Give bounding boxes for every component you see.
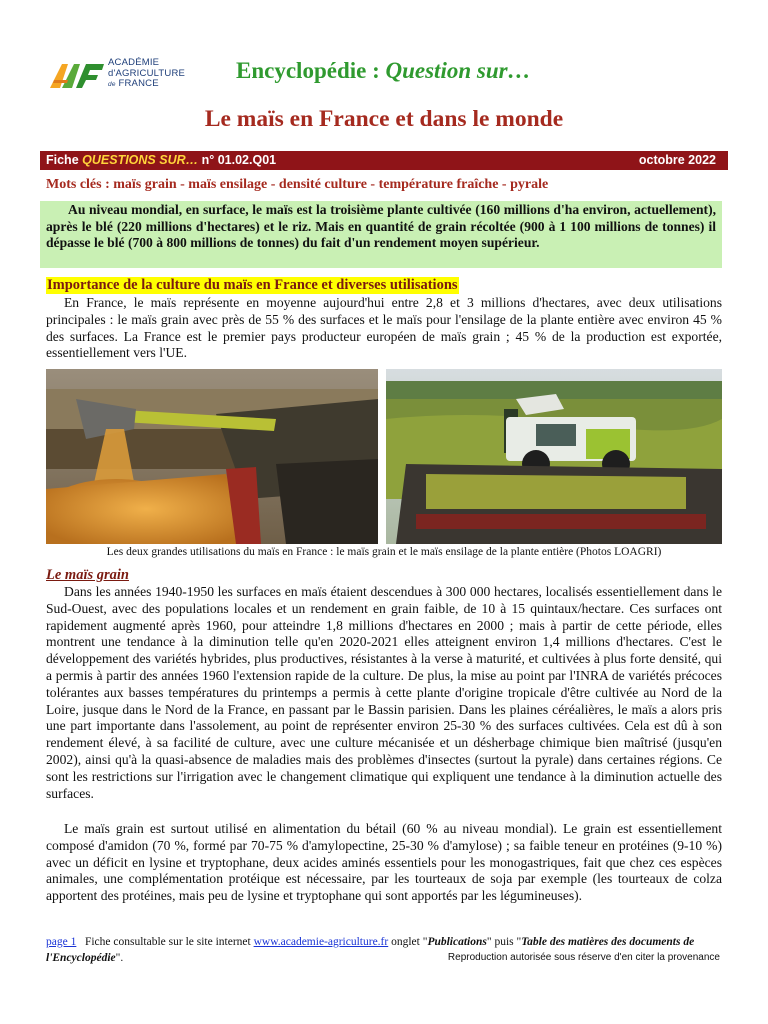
footer-table-title: Table des matières des documents de l'Encyclopédie: [46, 936, 695, 964]
footer: [46, 934, 722, 966]
logo-line-3-main: FRANCE: [118, 78, 159, 89]
logo-text: [108, 58, 185, 91]
site-link[interactable]: www.academie-agriculture.fr: [253, 936, 389, 948]
page-title: Le maïs en France et dans le monde: [204, 106, 564, 132]
fiche-bar: [40, 151, 728, 170]
section-mais-grain-paragraph-2: Le maïs grain est surtout utilisé en alimentation du bétail (60 % au niveau mondial). Le grain est essentiellement composé d'amidon (70 %, formé par 70-75 % d'amylopectine, 25-30 % d'amylose) ; sa faible teneur en protéines (9-10 %) avec un déficit en lysine et tryptophane, deux acides aminés essentiels pour les monogastriques, fait que chez ces espèces animales, une complémentation protéique est nécessaire, par les tourteaux de soja par exemple (les tourteaux de colza apportent des protéines, mais peu de lysine et tryptophane qui sont apportés par les légumineuses).: [46, 821, 722, 904]
grain-harvest-image: [46, 369, 378, 544]
question-sur-label: Question sur…: [385, 58, 531, 83]
section-mais-grain-paragraph-1: Dans les années 1940-1950 les surfaces en maïs étaient descendues à 300 000 hectares, localisés essentiellement dans le Sud-Ouest, avec des populations locales et un rendement en grain faible, de 10 à 15 quintaux/hectare. Ces surfaces ont rapidement augmenté après 1960, pour atteindre 1,8 millions d'hectares en 2000 ; mais à partir de cette période, elles montrent une tendance à la diminution telle qu'en 2020-2021 elles atteignent environ 1,4 millions d'hectares. C'est le développement des variétés hybrides, plus productives, résistantes à la verse à maturité, et cultivées à plus forte densité, qui a permis à partir des années 1960 l'extension rapide de la culture. De plus, la mise au point par l'INRA de variétés précoces tolérantes aux basses températures du printemps a permis à cette plante d'origine tropicale d'être cultivée au Nord de la Loire, jusque dans le Nord de la France, en passant par le Bassin parisien. Dans les plaines céréalières, le maïs a alors pris une part importante dans l'assolement, au point de représenter environ 25-30 % des surfaces cultivées. Cela est dû à son rendement élevé, à sa facilité de culture, avec une culture mécanisée et un désherbage chimique bien maîtrisé (jusqu'en 2002), ainsi qu'à la quasi-absence de maladies mais des problèmes d'insectes (surtout la pyrale) dans certaines régions. Ce sont les restrictions sur l'irrigation avec le changement climatique qui expliquent une tendance à la diminution actuelle des surfaces.: [46, 584, 722, 801]
photo-mais-grain: [46, 369, 378, 544]
fiche-number: n° 01.02.Q01: [201, 153, 277, 167]
footer-publications: Publications: [427, 936, 487, 948]
section-importance-paragraph: En France, le maïs représente en moyenne aujourd'hui entre 2,8 et 3 millions d'hectares, avec deux utilisations principales : le maïs grain avec près de 55 % des surfaces et le maïs pour l'ensilage de la plante entière avec environ 45 % des surfaces. La France est le premier pays producteur européen de maïs grain ; 45 % de la production est exportée, essentiellement vers l'UE.: [46, 295, 722, 361]
logo-line-3: [108, 79, 185, 91]
keywords: Mots clés : maïs grain - maïs ensilage - densité culture - température fraîche - pyrale: [46, 177, 549, 192]
section-heading-mais-grain: Le maïs grain: [46, 567, 129, 583]
intro-box: [40, 201, 722, 268]
footer-text-3: " puis ": [486, 936, 522, 948]
aaf-logo-icon: [48, 60, 106, 90]
intro-text: Au niveau mondial, en surface, le maïs est la troisième plante cultivée (160 millions d'ha environ, actuellement), après le blé (220 millions d'hectares) et le riz. Mais en quantité de grain récoltée (900 à 1 100 millions de tonnes) il dépasse le blé (700 à 800 millions de tonnes) du fait d'un rendement moyen supérieur.: [46, 202, 716, 251]
encyclopedie-label: Encyclopédie :: [236, 58, 380, 83]
fiche-date: octobre 2022: [638, 153, 716, 167]
reproduction-notice: Reproduction autorisée sous réserve d'en citer la provenance: [447, 952, 720, 963]
academie-logo[interactable]: [46, 56, 196, 96]
footer-text-1: Fiche consultable sur le site internet: [84, 936, 251, 948]
fiche-reference: [46, 151, 276, 170]
photo-mais-ensilage: [386, 369, 722, 544]
footer-text-4: ".: [115, 952, 124, 964]
logo-line-1: ACADÉMIE: [108, 57, 160, 68]
logo-line-2: d'AGRICULTURE: [108, 67, 186, 79]
section-heading-importance: Importance de la culture du maïs en France et diverses utilisations: [47, 277, 458, 293]
fiche-questions-sur: QUESTIONS SUR…: [82, 153, 199, 167]
page-link[interactable]: page 1: [46, 936, 77, 948]
photo-caption: Les deux grandes utilisations du maïs en France : le maïs grain et le maïs ensilage de la plante entière (Photos LOAGRI): [106, 546, 662, 558]
fiche-prefix: Fiche: [46, 153, 79, 167]
encyclopedie-heading: [236, 58, 531, 84]
logo-line-3-small: de: [108, 81, 116, 88]
footer-text-2: onglet ": [391, 936, 428, 948]
silage-harvest-image: [386, 369, 722, 544]
